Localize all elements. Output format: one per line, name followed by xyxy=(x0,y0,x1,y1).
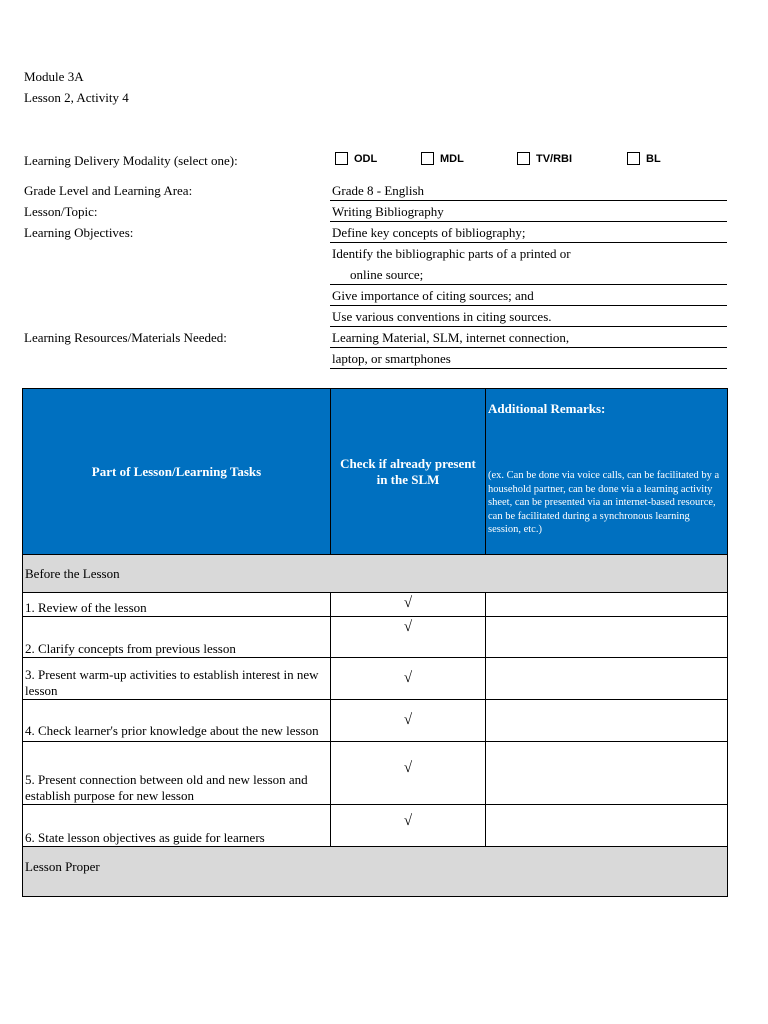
header-check-slm: Check if already present in the SLM xyxy=(331,389,486,555)
section-label-lesson-proper: Lesson Proper xyxy=(23,847,728,897)
task-remarks[interactable] xyxy=(486,593,728,617)
lesson-tasks-table xyxy=(22,388,728,897)
checkbox-odl[interactable] xyxy=(335,152,348,165)
modality-option-tv-rbi[interactable] xyxy=(517,152,572,165)
objective-underline-3 xyxy=(330,305,727,306)
table-header-row xyxy=(23,389,728,555)
task-remarks[interactable] xyxy=(486,805,728,847)
table-row xyxy=(23,658,728,700)
header-part-of-lesson: Part of Lesson/Learning Tasks xyxy=(23,389,331,555)
task-remarks[interactable] xyxy=(486,700,728,742)
topic-underline xyxy=(330,221,727,222)
option-label-odl: ODL xyxy=(354,152,378,165)
task-remarks[interactable] xyxy=(486,742,728,805)
table-row xyxy=(23,617,728,658)
topic-label: Lesson/Topic: xyxy=(24,204,98,219)
module-title: Module 3A xyxy=(24,69,84,84)
objectives-label: Learning Objectives: xyxy=(24,225,134,240)
resources-underline-2 xyxy=(330,368,727,369)
task-text: 2. Clarify concepts from previous lesson xyxy=(23,617,331,658)
objective-2: Identify the bibliographic parts of a printed or xyxy=(332,246,571,261)
objective-underline-4 xyxy=(330,326,727,327)
table-row xyxy=(23,742,728,805)
task-check[interactable]: √ xyxy=(331,805,486,847)
objective-underline-1 xyxy=(330,242,727,243)
topic-value: Writing Bibliography xyxy=(332,204,444,219)
grade-underline xyxy=(330,200,727,201)
resources-line-2: laptop, or smartphones xyxy=(332,351,451,366)
remarks-note: (ex. Can be done via voice calls, can be facilitated by a household partner, can be done via a learning activity sheet, can be presented via an internet-based resource, can be facilitated during a synchronous learning session, etc.) xyxy=(488,470,720,535)
checkbox-tv-rbi[interactable] xyxy=(517,152,530,165)
option-label-bl: BL xyxy=(646,152,661,165)
task-check[interactable]: √ xyxy=(331,700,486,742)
objective-underline-2 xyxy=(330,284,727,285)
checkbox-bl[interactable] xyxy=(627,152,640,165)
remarks-title: Additional Remarks: xyxy=(488,401,606,416)
section-label-before-lesson: Before the Lesson xyxy=(23,555,728,593)
objective-2-continued: online source; xyxy=(350,267,424,282)
task-text: 6. State lesson objectives as guide for learners xyxy=(23,805,331,847)
modality-option-odl[interactable] xyxy=(335,152,377,165)
objective-3: Give importance of citing sources; and xyxy=(332,288,534,303)
objective-1: Define key concepts of bibliography; xyxy=(332,225,526,240)
table-row xyxy=(23,805,728,847)
task-text: 1. Review of the lesson xyxy=(23,593,331,617)
modality-label: Learning Delivery Modality (select one): xyxy=(24,153,238,168)
resources-underline-1 xyxy=(330,347,727,348)
table-row xyxy=(23,700,728,742)
task-check[interactable]: √ xyxy=(331,617,486,658)
task-check[interactable]: √ xyxy=(331,593,486,617)
resources-line-1: Learning Material, SLM, internet connection, xyxy=(332,330,570,345)
option-label-tv-rbi: TV/RBI xyxy=(536,152,573,165)
task-remarks[interactable] xyxy=(486,658,728,700)
objective-4: Use various conventions in citing sources. xyxy=(332,309,552,324)
table-row xyxy=(23,593,728,617)
task-text: 4. Check learner's prior knowledge about the new lesson xyxy=(23,700,331,742)
resources-label: Learning Resources/Materials Needed: xyxy=(24,330,227,345)
modality-option-bl[interactable] xyxy=(627,152,661,165)
task-text: 3. Present warm-up activities to establish interest in new lesson xyxy=(23,658,331,700)
modality-option-mdl[interactable] xyxy=(421,152,464,165)
grade-label: Grade Level and Learning Area: xyxy=(24,183,193,198)
option-label-mdl: MDL xyxy=(440,152,464,165)
task-check[interactable]: √ xyxy=(331,658,486,700)
lesson-activity-title: Lesson 2, Activity 4 xyxy=(24,90,129,105)
task-remarks[interactable] xyxy=(486,617,728,658)
task-check[interactable]: √ xyxy=(331,742,486,805)
task-text: 5. Present connection between old and new lesson and establish purpose for new lesson xyxy=(23,742,331,805)
section-row-lesson-proper xyxy=(23,847,728,897)
header-additional-remarks xyxy=(486,389,728,555)
grade-value: Grade 8 - English xyxy=(332,183,425,198)
checkbox-mdl[interactable] xyxy=(421,152,434,165)
section-row-before-lesson xyxy=(23,555,728,593)
